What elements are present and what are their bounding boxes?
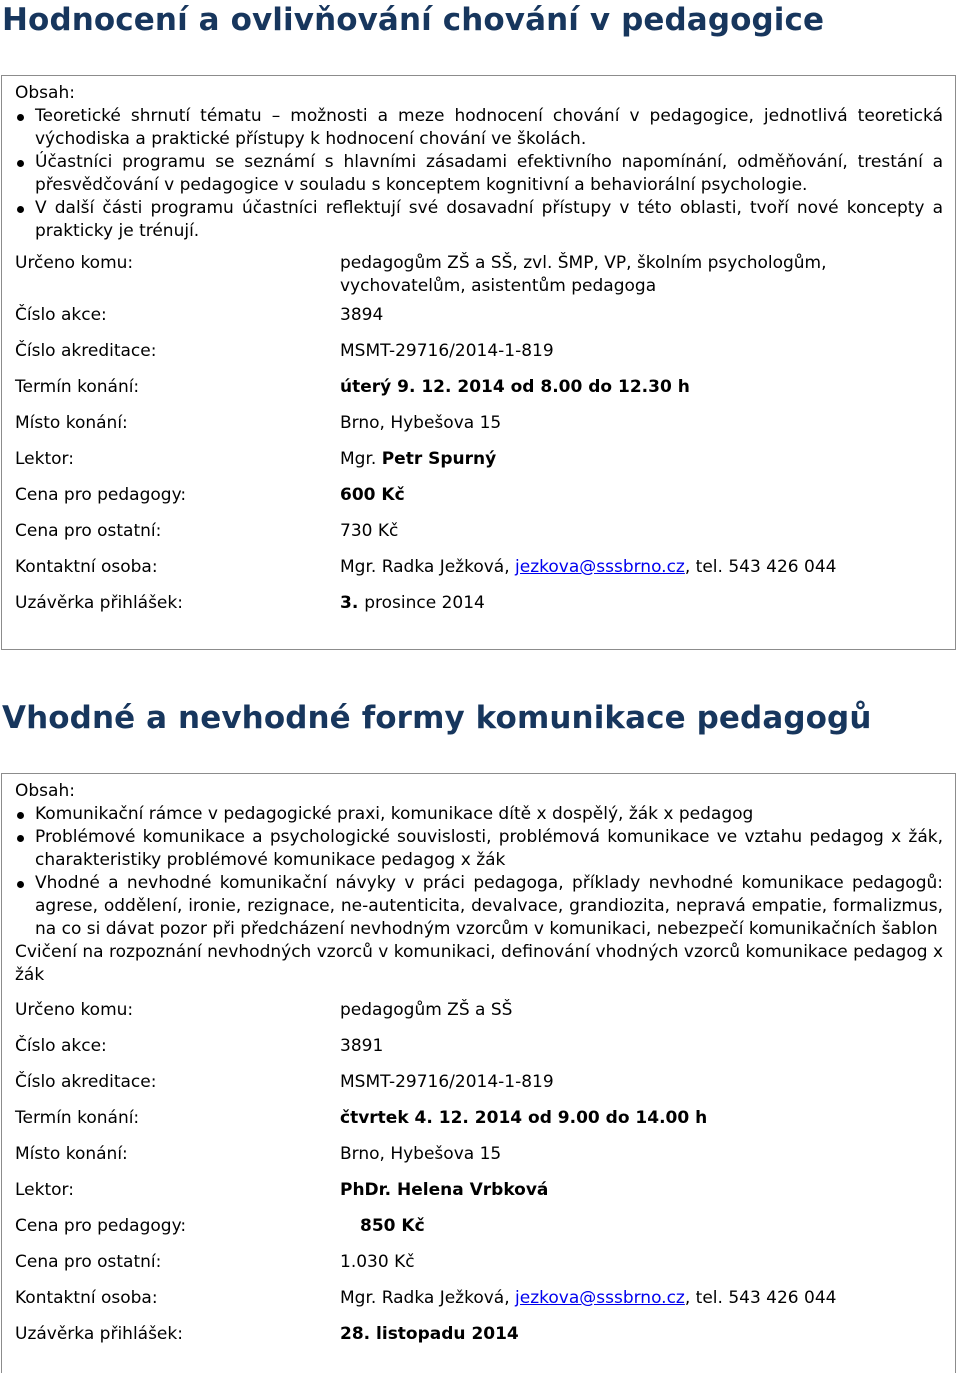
- value: 600 Kč: [340, 485, 405, 505]
- label: Určeno komu:: [15, 253, 134, 273]
- list-item: Komunikační rámce v pedagogické praxi, komunikace dítě x dospělý, žák x pedagog: [15, 803, 943, 826]
- value: MSMT-29716/2014-1-819: [340, 341, 554, 361]
- value: [340, 592, 943, 615]
- value: PhDr. Helena Vrbková: [340, 1180, 549, 1200]
- row-accreditation: [15, 1071, 943, 1094]
- label: Cena pro pedagogy:: [15, 1216, 187, 1236]
- row-lecturer: [15, 448, 943, 471]
- row-target: [15, 999, 943, 1022]
- label: Termín konání:: [15, 1108, 140, 1128]
- value-rest: prosince 2014: [364, 593, 485, 613]
- label: Kontaktní osoba:: [15, 1288, 158, 1308]
- obsah-label: Obsah:: [15, 83, 75, 103]
- value: 1.030 Kč: [340, 1252, 415, 1272]
- value: 3891: [340, 1036, 384, 1056]
- course-box: [1, 773, 956, 1373]
- row-price-teachers: [15, 484, 943, 507]
- label: Číslo akce:: [15, 1036, 107, 1056]
- label: Lektor:: [15, 1180, 74, 1200]
- row-price-others: [15, 1251, 943, 1274]
- row-target: [15, 252, 943, 298]
- value: pedagogům ZŠ a SŠ: [340, 1000, 513, 1020]
- label: Určeno komu:: [15, 1000, 134, 1020]
- section-title: Vhodné a nevhodné formy komunikace pedagogů: [2, 700, 872, 736]
- email-link[interactable]: jezkova@sssbrno.cz: [515, 1288, 685, 1308]
- label: Termín konání:: [15, 377, 140, 397]
- value: [340, 556, 943, 579]
- row-place: [15, 1143, 943, 1166]
- contact-phone: , tel. 543 426 044: [684, 1288, 837, 1308]
- label: Číslo akreditace:: [15, 341, 157, 361]
- row-contact: [15, 1287, 943, 1310]
- contact-name: Mgr. Radka Ježková,: [340, 557, 516, 577]
- row-date: [15, 376, 943, 399]
- label: Kontaktní osoba:: [15, 557, 158, 577]
- value: 3894: [340, 305, 384, 325]
- label: Místo konání:: [15, 1144, 128, 1164]
- value: Brno, Hybešova 15: [340, 1144, 502, 1164]
- row-place: [15, 412, 943, 435]
- email-link[interactable]: jezkova@sssbrno.cz: [515, 557, 685, 577]
- label: Číslo akce:: [15, 305, 107, 325]
- value: MSMT-29716/2014-1-819: [340, 1072, 554, 1092]
- list-item: Problémové komunikace a psychologické souvislosti, problémová komunikace ve vztahu pedagog x žák, charakteristiky problémové komunikace pedagog x žák: [15, 826, 943, 872]
- label: Číslo akreditace:: [15, 1072, 157, 1092]
- label: Cena pro ostatní:: [15, 1252, 162, 1272]
- list-item: Teoretické shrnutí tématu – možnosti a meze hodnocení chování v pedagogice, jednotlivá teoretická východiska a praktické přístupy k hodnocení chování ve školách.: [15, 105, 943, 151]
- row-deadline: [15, 592, 943, 615]
- contact-name: Mgr. Radka Ježková,: [340, 1288, 516, 1308]
- course-box: [1, 75, 956, 650]
- label: Místo konání:: [15, 413, 128, 433]
- label: Cena pro ostatní:: [15, 521, 162, 541]
- list-item: Vhodné a nevhodné komunikační návyky v práci pedagoga, příklady nevhodné komunikace pedagogů: agrese, oddělení, ironie, rezignace, ne-autenticita, devalvace, grandiozita, nepravá empatie, formalizmus, na co si dávat pozor při předcházení nevhodným vzorcům v komunikaci, nebezpečí komunikačních šablon: [15, 872, 943, 941]
- row-price-teachers: [15, 1215, 943, 1238]
- exercise-text: Cvičení na rozpoznání nevhodných vzorců v komunikaci, definování vhodných vzorců komunikace pedagog x žák: [15, 942, 944, 985]
- value: úterý 9. 12. 2014 od 8.00 do 12.30 h: [340, 377, 690, 397]
- content-list: [15, 105, 943, 243]
- list-item: V další části programu účastníci reflektují své dosavadní přístupy v této oblasti, tvoří nové koncepty a prakticky je trénují.: [15, 197, 943, 243]
- contact-phone: , tel. 543 426 044: [684, 557, 837, 577]
- row-lecturer: [15, 1179, 943, 1202]
- value: 730 Kč: [340, 521, 399, 541]
- value: pedagogům ZŠ a SŠ, zvl. ŠMP, VP, školním psychologům, vychovatelům, asistentům pedagoga: [340, 253, 827, 296]
- row-event-number: [15, 1035, 943, 1058]
- row-price-others: [15, 520, 943, 543]
- content-list: [15, 803, 943, 941]
- value: [340, 448, 943, 471]
- obsah-label: Obsah:: [15, 781, 75, 801]
- value: [340, 1287, 943, 1310]
- value-prefix: Mgr.: [340, 449, 382, 469]
- label: Cena pro pedagogy:: [15, 485, 187, 505]
- row-event-number: [15, 304, 943, 327]
- label: Uzávěrka přihlášek:: [15, 593, 183, 613]
- value: Brno, Hybešova 15: [340, 413, 502, 433]
- row-contact: [15, 556, 943, 579]
- value: 850 Kč: [360, 1216, 425, 1236]
- section-title: Hodnocení a ovlivňování chování v pedagogice: [2, 2, 825, 38]
- row-accreditation: [15, 340, 943, 363]
- row-deadline: [15, 1323, 943, 1346]
- label: Lektor:: [15, 449, 74, 469]
- list-item: Účastníci programu se seznámí s hlavními zásadami efektivního napomínání, odměňování, trestání a přesvědčování v pedagogice v souladu s konceptem kognitivní a behaviorální psychologie.: [15, 151, 943, 197]
- value-strong: Petr Spurný: [381, 449, 497, 469]
- value-prefix: 3.: [340, 593, 365, 613]
- label: Uzávěrka přihlášek:: [15, 1324, 183, 1344]
- value: čtvrtek 4. 12. 2014 od 9.00 do 14.00 h: [340, 1108, 708, 1128]
- row-date: [15, 1107, 943, 1130]
- value: 28. listopadu 2014: [340, 1324, 519, 1344]
